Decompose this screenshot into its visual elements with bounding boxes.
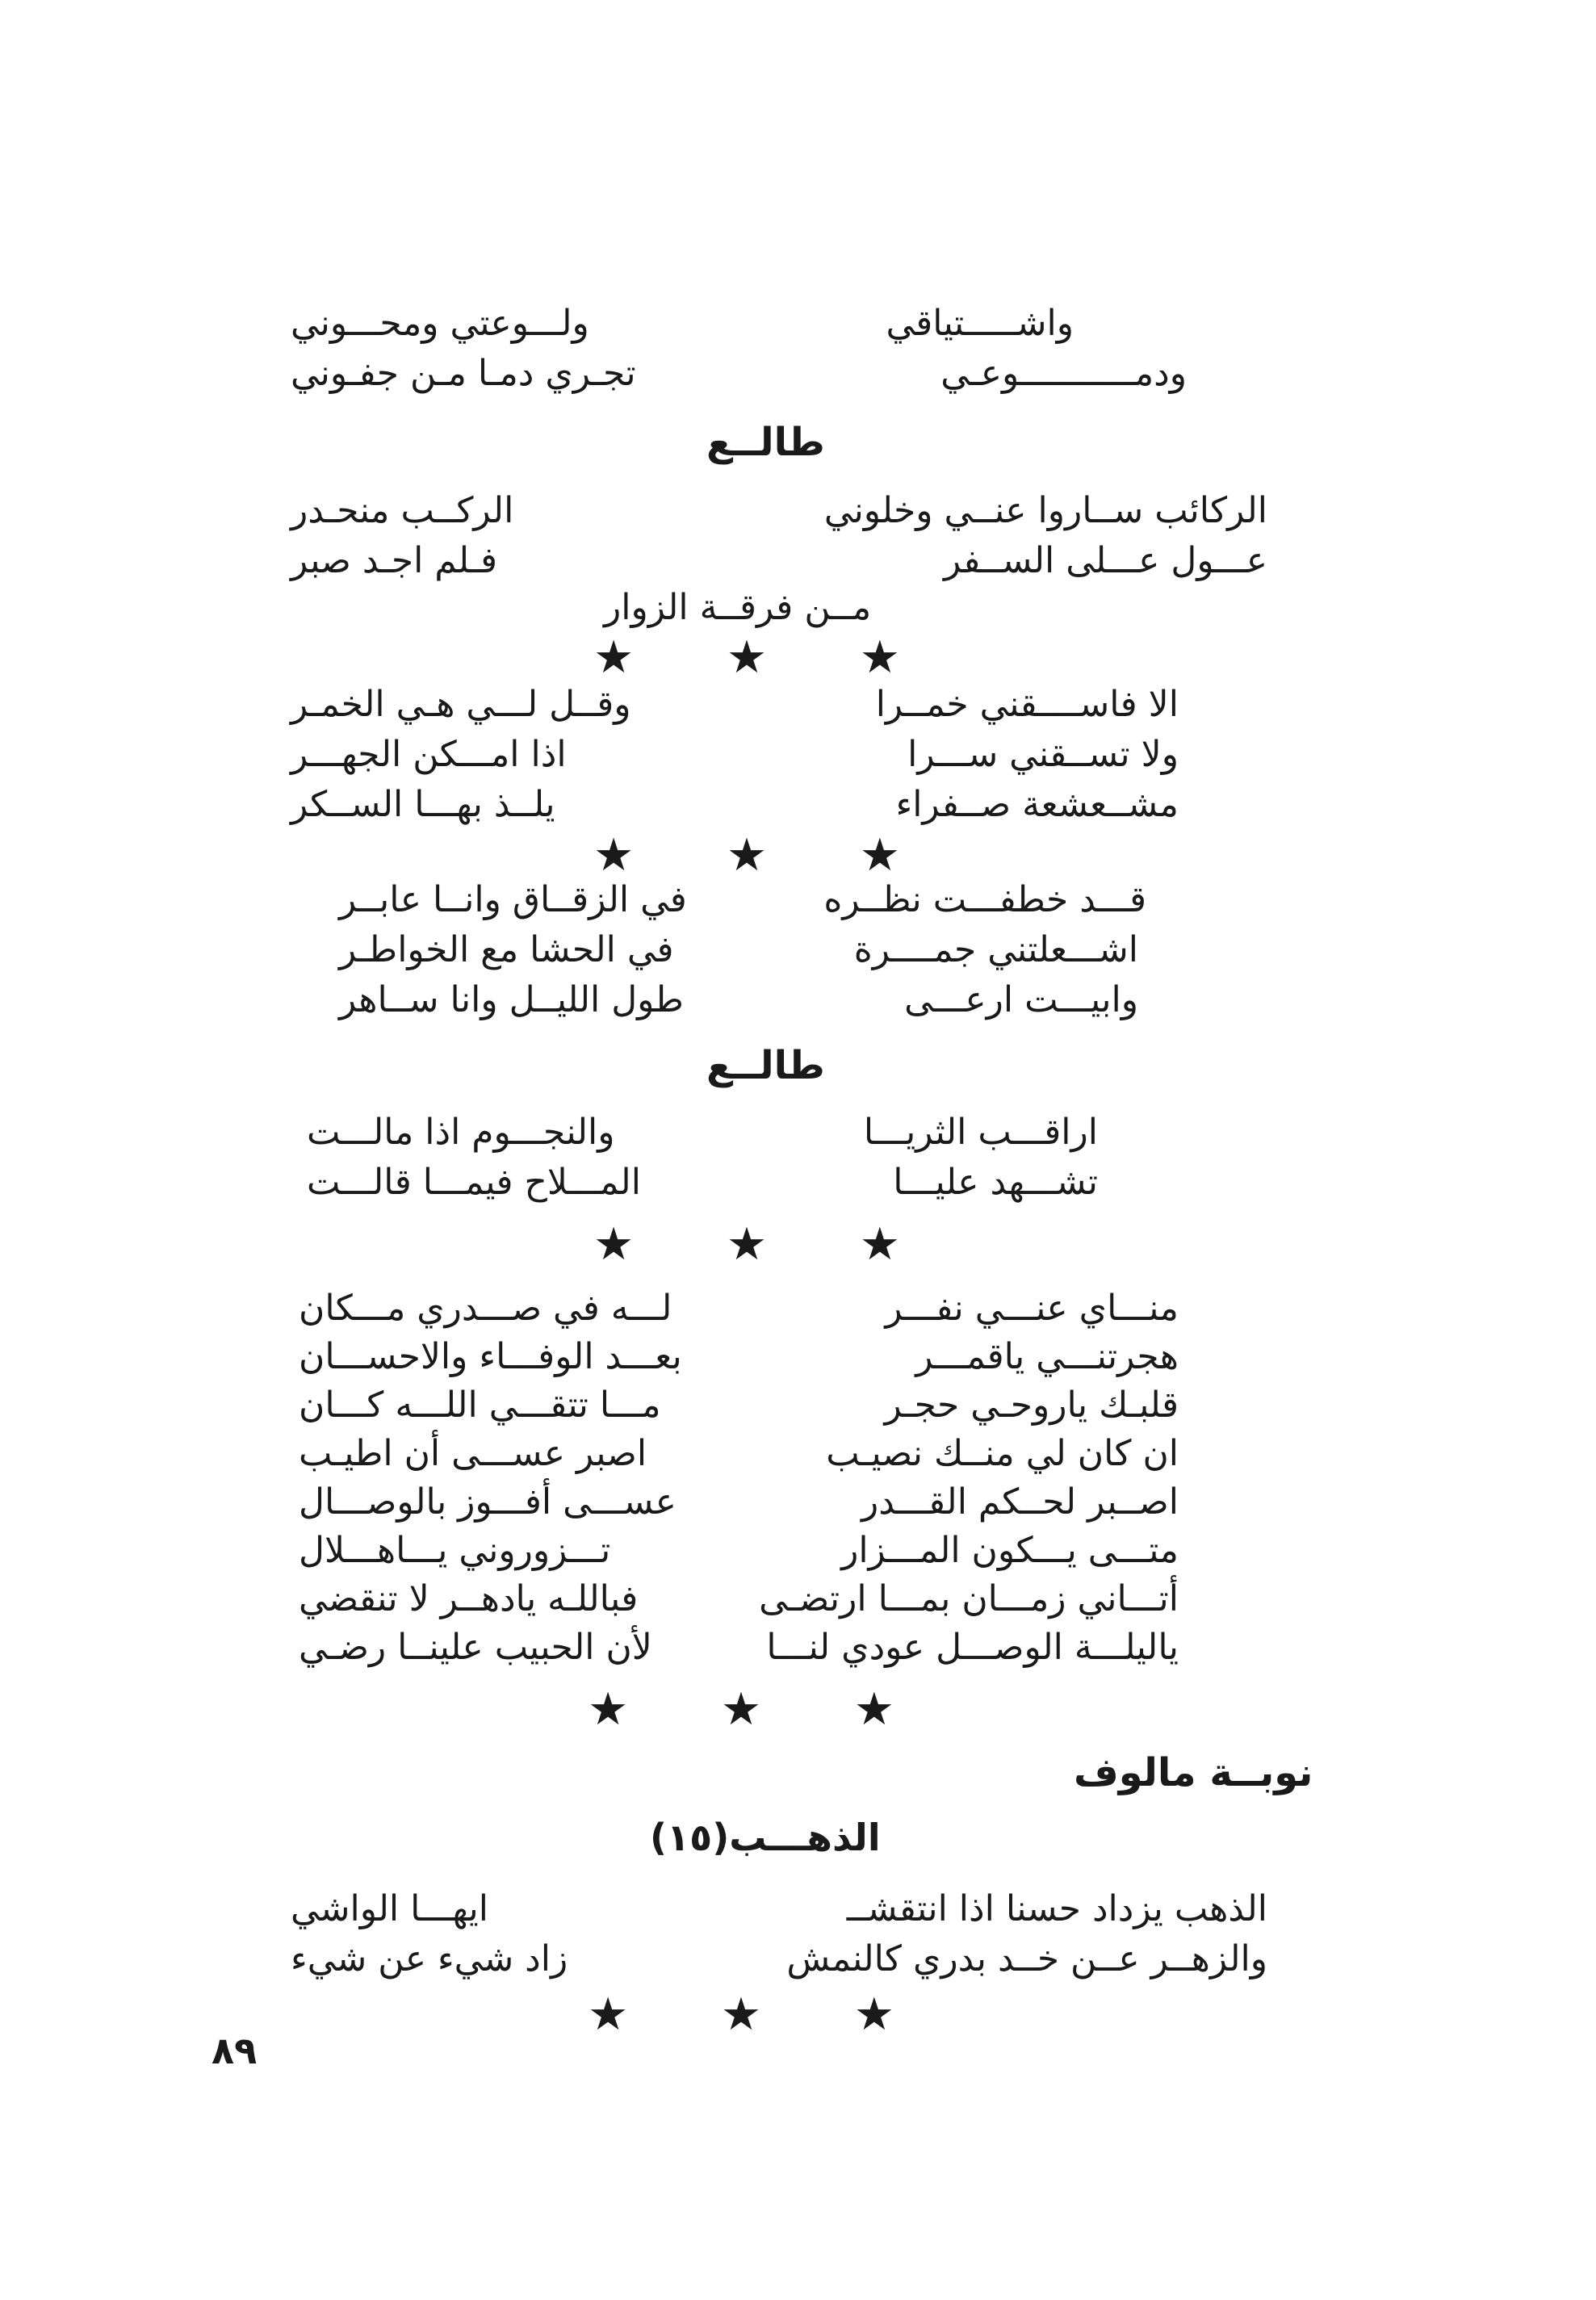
verse-second-hemistich: وقــل لـــي هـي الخمـر — [291, 684, 631, 725]
page-number: ٨٩ — [212, 2029, 258, 2072]
verse-line — [339, 875, 1146, 925]
verse-line — [291, 780, 1276, 830]
verse-first-hemistich: الركائب ســاروا عنــي وخلوني — [823, 490, 1267, 531]
verse-line — [291, 349, 1276, 399]
verse-first-hemistich: متـــى يـــكون المـــزار — [841, 1530, 1179, 1571]
star-icon: ★ — [853, 1683, 894, 1736]
verse-first-hemistich: قلبـك ياروحـي حجـر — [884, 1385, 1179, 1426]
verse-first-hemistich: اراقـــب الثريـــا — [863, 1112, 1098, 1153]
verse-first-hemistich: ياليلـــة الوصـــل عودي لنـــا — [766, 1627, 1179, 1668]
verse-second-hemistich: تـــزوروني يـــاهـــلال — [299, 1530, 611, 1571]
verse-line — [299, 1526, 1179, 1576]
verse-line — [291, 299, 1276, 349]
verse-first-hemistich: والزهــر عــن خــد بدري كالنمش — [786, 1938, 1267, 1980]
verse-first-hemistich: الا فاســــقني خمــرا — [875, 684, 1179, 725]
verse-second-hemistich: بعـــد الوفـــاء والاحســـان — [299, 1336, 682, 1377]
verse-second-hemistich: لـــه في صـــدري مـــكان — [299, 1288, 672, 1329]
star-separator — [593, 1218, 900, 1271]
star-icon: ★ — [726, 1218, 768, 1271]
verse-line — [307, 1158, 1098, 1208]
star-separator — [588, 1988, 894, 2041]
verse-line — [299, 1332, 1179, 1382]
star-icon: ★ — [593, 1218, 635, 1271]
verse-line — [307, 1108, 1098, 1158]
verse-line — [291, 1934, 1267, 1984]
verse-second-hemistich: فـلم اجـد صبر — [291, 540, 498, 581]
star-icon: ★ — [853, 1988, 894, 2041]
verse-first-hemistich: ولا تســقني ســـرا — [907, 734, 1179, 775]
verse-second-hemistich: عســـى أفـــوز بالوصـــال — [299, 1481, 677, 1523]
verse-line-centered: مــن فرقــة الزوار — [604, 587, 872, 628]
verse-second-hemistich: تجـري دمـا مـن جفـوني — [291, 353, 636, 394]
verse-second-hemistich: فباللـه يادهــر لا تنقضي — [299, 1578, 639, 1619]
verse-line — [299, 1623, 1179, 1673]
verse-second-hemistich: لأن الحبيب علينــا رضـي — [299, 1627, 652, 1668]
star-icon: ★ — [726, 631, 768, 684]
verse-second-hemistich: في الزقــاق وانــا عابــر — [339, 879, 687, 920]
verse-second-hemistich: اذا امـــكن الجهـــر — [291, 734, 567, 775]
verse-first-hemistich: تشـــهد عليـــا — [893, 1162, 1098, 1203]
verse-second-hemistich: طول الليــل وانا ســاهر — [339, 979, 684, 1020]
verse-second-hemistich: في الحشا مع الخواطـر — [339, 929, 674, 970]
star-icon: ★ — [720, 1683, 762, 1736]
star-icon: ★ — [720, 1988, 762, 2041]
star-icon: ★ — [859, 829, 900, 882]
star-separator — [593, 631, 900, 684]
verse-line — [339, 925, 1138, 975]
verse-second-hemistich: ايهـــا الواشي — [291, 1888, 488, 1929]
star-icon: ★ — [593, 829, 635, 882]
verse-first-hemistich: ودمـــــــــــوعـي — [940, 353, 1187, 394]
verse-line — [291, 1884, 1267, 1934]
verse-line — [299, 1284, 1179, 1334]
verse-first-hemistich: اصــبر لحــكم القـــدر — [861, 1481, 1179, 1523]
verse-first-hemistich: وابيـــت ارعـــى — [904, 979, 1138, 1020]
subsection-heading: الذهـــب(١٥) — [650, 1816, 881, 1859]
section-heading: طالــع — [706, 1043, 825, 1088]
verse-second-hemistich: المـــلاح فيمـــا قالـــت — [307, 1162, 641, 1203]
verse-first-hemistich: ان كان لي منــك نصيـب — [826, 1433, 1179, 1474]
verse-first-hemistich: الذهب يزداد حسنا اذا انتقشــ — [846, 1888, 1267, 1929]
star-icon: ★ — [593, 631, 635, 684]
star-separator — [593, 829, 900, 882]
star-icon: ★ — [588, 1683, 629, 1736]
star-icon: ★ — [588, 1988, 629, 2041]
star-icon: ★ — [859, 631, 900, 684]
verse-first-hemistich: اشـــعلتني جمــــرة — [853, 929, 1138, 970]
verse-first-hemistich: قـــد خطفـــت نظــره — [823, 879, 1146, 920]
verse-line — [291, 486, 1267, 536]
section-heading: نوبــة مالوف — [1074, 1750, 1313, 1795]
verse-first-hemistich: أتـــاني زمـــان بمـــا ارتضـى — [759, 1578, 1179, 1619]
verse-line — [299, 1574, 1179, 1624]
star-icon: ★ — [859, 1218, 900, 1271]
verse-line — [339, 975, 1138, 1025]
verse-second-hemistich: الركــب منحـدر — [291, 490, 514, 531]
verse-second-hemistich: يلــذ بهـــا الســكر — [291, 784, 555, 825]
star-icon: ★ — [726, 829, 768, 882]
star-separator — [588, 1683, 894, 1736]
verse-line — [291, 536, 1267, 586]
verse-first-hemistich: منـــاي عنـــي نفـــر — [885, 1288, 1179, 1329]
verse-second-hemistich: والنجـــوم اذا مالـــت — [307, 1112, 615, 1153]
verse-line — [299, 1477, 1179, 1527]
verse-first-hemistich: عـــول عـــلى الســفر — [944, 540, 1267, 581]
verse-first-hemistich: واشـــــتياقي — [886, 303, 1074, 344]
section-heading: طالــع — [706, 420, 825, 465]
verse-line — [291, 730, 1276, 780]
verse-line — [299, 1429, 1179, 1479]
verse-second-hemistich: مـــا تتقـــي اللـــه كـــان — [299, 1385, 661, 1426]
verse-first-hemistich: مشــعشعة صــفراء — [895, 784, 1179, 825]
verse-second-hemistich: ولـــوعتي ومحـــوني — [291, 303, 589, 344]
verse-first-hemistich: هجرتنـــي ياقمـــر — [915, 1336, 1179, 1377]
verse-second-hemistich: اصبر عســـى أن اطيـب — [299, 1433, 647, 1474]
verse-line — [299, 1380, 1179, 1431]
verse-second-hemistich: زاد شيء عن شيء — [291, 1938, 568, 1980]
verse-line — [291, 680, 1276, 730]
